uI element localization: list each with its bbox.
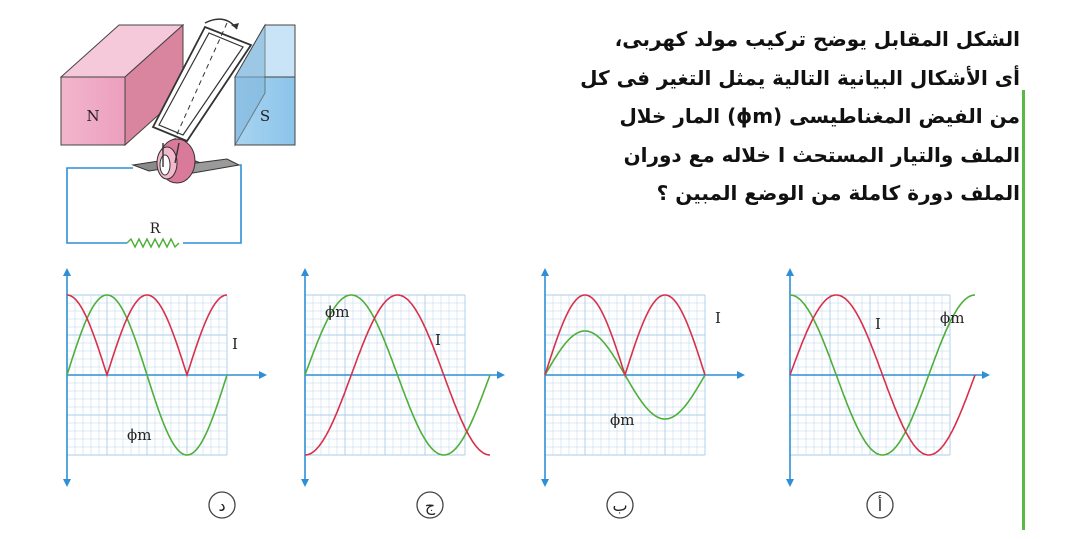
current-label: I xyxy=(875,315,881,333)
accent-bar xyxy=(1022,90,1025,530)
question-line-3: من الفيض المغناطيسى (ϕm) المار خلال xyxy=(619,104,1020,128)
option-graph-3[interactable] xyxy=(535,265,755,525)
flux-label: ϕm xyxy=(940,309,965,327)
resistor-label: R xyxy=(149,221,161,237)
option-graph-1[interactable] xyxy=(57,265,277,525)
option-label: ج xyxy=(424,496,436,515)
generator-diagram xyxy=(55,15,305,260)
north-label: N xyxy=(86,107,100,125)
option-graph-4[interactable] xyxy=(780,265,1000,525)
option-label: أ xyxy=(877,496,883,515)
question-line-5: الملف دورة كاملة من الوضع المبين ؟ xyxy=(656,181,1020,205)
flux-label: ϕm xyxy=(325,303,350,321)
question-line-1: الشكل المقابل يوضح تركيب مولد كهربى، xyxy=(614,27,1020,51)
option-label: د xyxy=(218,496,226,515)
question-text xyxy=(580,20,1020,213)
flux-label: ϕm xyxy=(127,426,152,444)
current-label: I xyxy=(232,335,238,353)
option-label: ب xyxy=(612,496,628,515)
south-label: S xyxy=(259,107,271,125)
resistor xyxy=(127,221,179,247)
question-line-4: الملف والتيار المستحث I خلاله مع دوران xyxy=(623,142,1020,167)
current-label: I xyxy=(435,331,441,349)
current-label: I xyxy=(715,309,721,327)
flux-label: ϕm xyxy=(610,411,635,429)
question-line-2: أى الأشكال البيانية التالية يمثل التغير فى كل xyxy=(580,65,1020,90)
option-graph-2[interactable] xyxy=(295,265,515,525)
slip-rings xyxy=(133,139,239,183)
